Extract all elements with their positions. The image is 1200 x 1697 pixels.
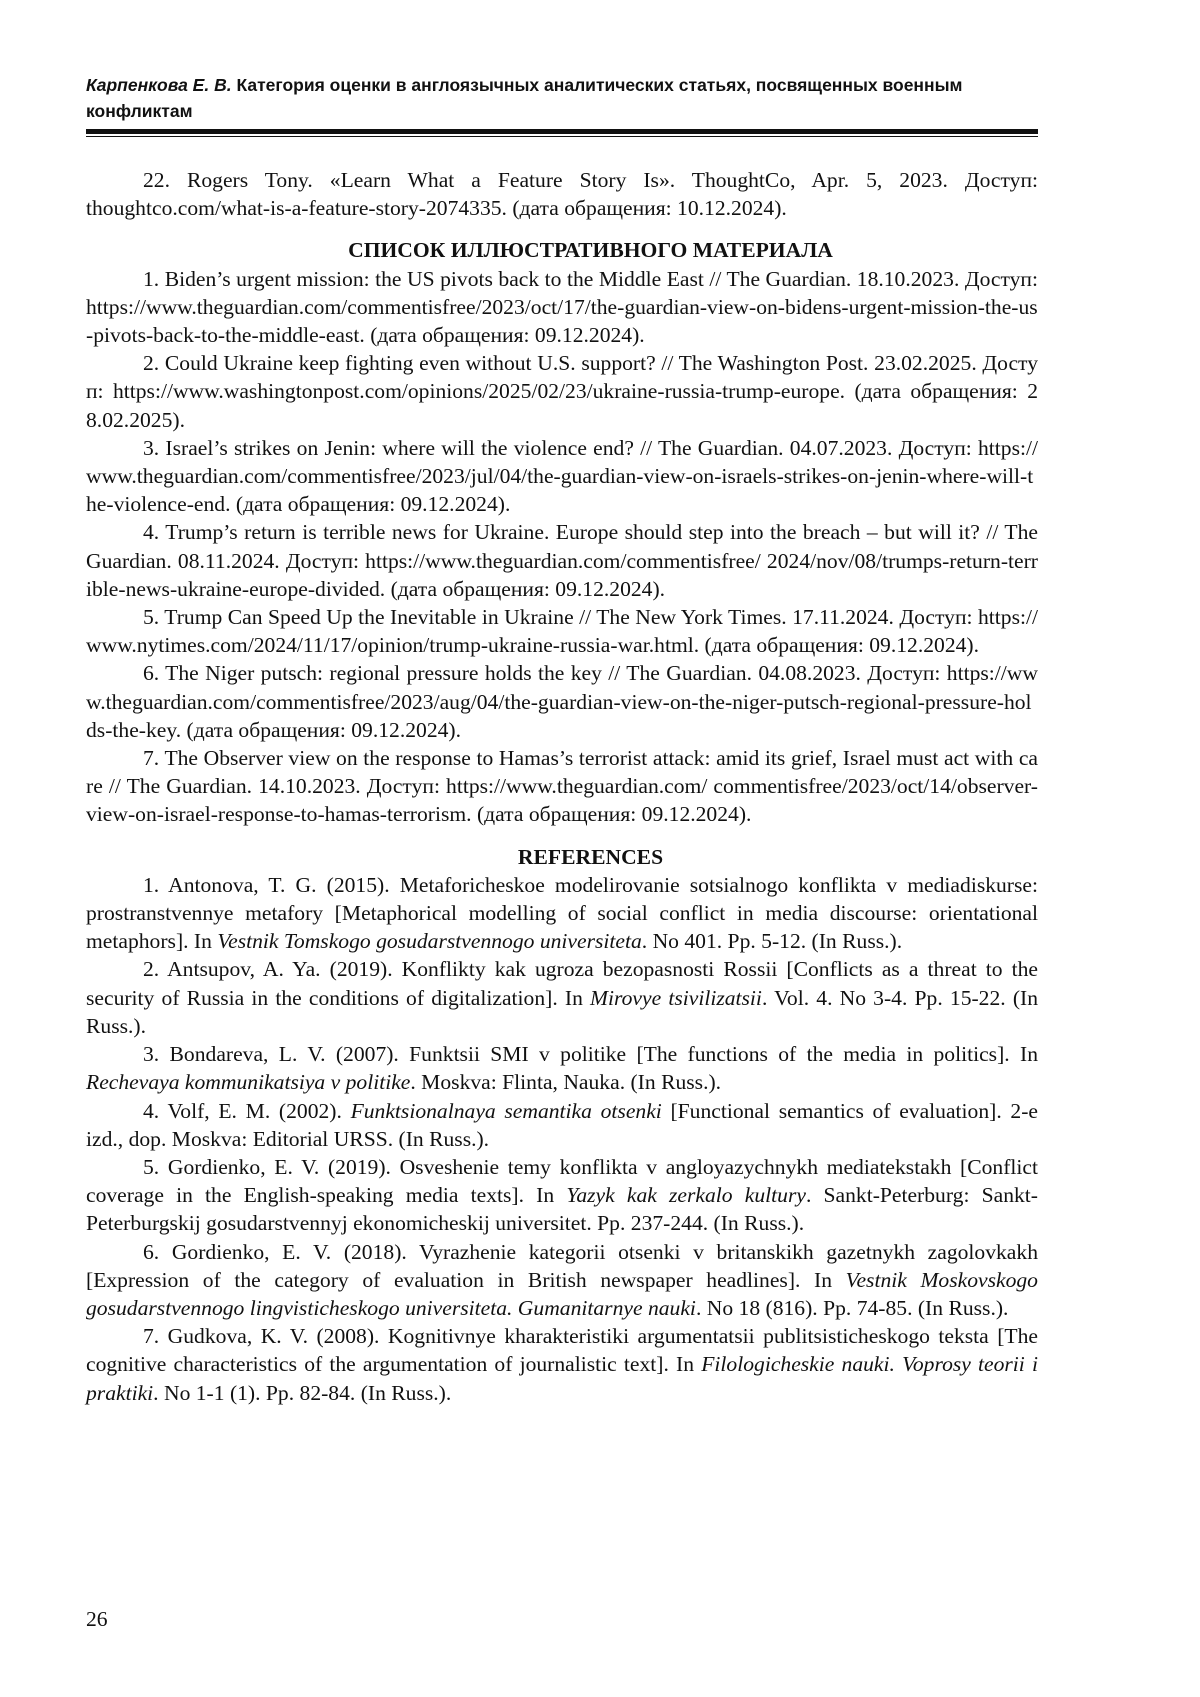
reference-source-italic: Rechevaya kommunikatsiya v politike [86, 1070, 410, 1094]
reference-source-italic: Vestnik Tomskogo gosudarstvennogo universiteta [217, 929, 641, 953]
reference-item: 6. Gordienko, E. V. (2018). Vyrazhenie kategorii otsenki v britanskikh gazetnykh zagolovkakh [Expression of the category of evaluation in British newspaper headlines]. In Vestnik Moskovskogo gosudarstvennogo lingvisticheskogo universiteta. Gumanitarnye nauki. No 18 (816). Pp. 74-85. (In Russ.). [86, 1238, 1038, 1323]
reference-item: 3. Bondareva, L. V. (2007). Funktsii SMI v politike [The functions of the media in politics]. In Rechevaya kommunikatsiya v politike. Moskva: Flinta, Nauka. (In Russ.). [86, 1040, 1038, 1096]
reference-source-italic: Filologicheskie nauki. Voprosy teorii i praktiki [86, 1352, 1038, 1404]
illustrative-item: 6. The Niger putsch: regional pressure holds the key // The Guardian. 04.08.2023. Доступ: https://www.theguardian.com/commentisfree/2023/aug/04/the-guardian-view-on-the-niger-putsch-regional-pressure-holds-the-key. (дата обращения: 09.12.2024). [86, 659, 1038, 744]
header-rule-thin [86, 136, 1038, 137]
illustrative-material-heading: СПИСОК ИЛЛЮСТРАТИВНОГО МАТЕРИАЛА [86, 236, 1038, 264]
reference-item: 4. Volf, E. M. (2002). Funktsionalnaya semantika otsenki [Functional semantics of evaluation]. 2-e izd., dop. Moskva: Editorial URSS. (In Russ.). [86, 1097, 1038, 1153]
page-number: 26 [86, 1605, 108, 1633]
reference-item: 2. Antsupov, A. Ya. (2019). Konflikty kak ugroza bezopasnosti Rossii [Conflicts as a threat to the security of Russia in the conditions of digitalization]. In Mirovye tsivilizatsii. Vol. 4. No 3-4. Pp. 15-22. (In Russ.). [86, 955, 1038, 1040]
illustrative-item: 1. Biden’s urgent mission: the US pivots back to the Middle East // The Guardian. 18.10.2023. Доступ: https://www.theguardian.com/commentisfree/2023/oct/17/the-guardian-view-on-bidens-urgent-mission-the-us-pivots-back-to-the-middle-east. (дата обращения: 09.12.2024). [86, 265, 1038, 350]
reference-item: 5. Gordienko, E. V. (2019). Osveshenie temy konflikta v angloyazychnykh mediatekstakh [Conflict coverage in the English-speaking media texts]. In Yazyk kak zerkalo kultury. Sankt-Peterburg: Sankt-Peterburgskij gosudarstvennyj ekonomicheskij universitet. Pp. 237-244. (In Russ.). [86, 1153, 1038, 1238]
main-content [86, 166, 1038, 1407]
reference-source-italic: Mirovye tsivilizatsii [590, 986, 762, 1010]
illustrative-item: 2. Could Ukraine keep fighting even without U.S. support? // The Washington Post. 23.02.2025. Доступ: https://www.washingtonpost.com/opinions/2025/02/23/ukraine-russia-trump-europe. (дата обращения: 28.02.2025). [86, 349, 1038, 434]
header-author: Карпенкова Е. В. [86, 75, 232, 95]
illustrative-item: 5. Trump Can Speed Up the Inevitable in Ukraine // The New York Times. 17.11.2024. Доступ: https://www.nytimes.com/2024/11/17/opinion/trump-ukraine-russia-war.html. (дата обращения: 09.12.2024). [86, 603, 1038, 659]
illustrative-item: 7. The Observer view on the response to Hamas’s terrorist attack: amid its grief, Israel must act with care // The Guardian. 14.10.2023. Доступ: https://www.theguardian.com/ commentisfree/2023/oct/14/observer-view-on-israel-response-to-hamas-terrorism. (дата обращения: 09.12.2024). [86, 744, 1038, 829]
source-entry-22: 22. Rogers Tony. «Learn What a Feature Story Is». ThoughtCo, Apr. 5, 2023. Доступ: thoughtco.com/what-is-a-feature-story-2074335. (дата обращения: 10.12.2024). [86, 166, 1038, 222]
header-rule-thick [86, 129, 1038, 134]
reference-item: 1. Antonova, T. G. (2015). Metaforicheskoe modelirovanie sotsialnogo konflikta v mediadiskurse: prostranstvennye metafory [Metaphorical modelling of social conflict in media discourse: orientational metaphors]. In Vestnik Tomskogo gosudarstvennogo universiteta. No 401. Pp. 5-12. (In Russ.). [86, 871, 1038, 956]
document-page [0, 0, 1200, 1697]
reference-source-italic: Vestnik Moskovskogo gosudarstvennogo lingvisticheskogo universiteta. Gumanitarnye nauki [86, 1268, 1038, 1320]
illustrative-item: 4. Trump’s return is terrible news for Ukraine. Europe should step into the breach – but will it? // The Guardian. 08.11.2024. Доступ: https://www.theguardian.com/commentisfree/ 2024/nov/08/trumps-return-terrible-news-ukraine-europe-divided. (дата обращения: 09.12.2024). [86, 518, 1038, 603]
reference-item: 7. Gudkova, K. V. (2008). Kognitivnye kharakteristiki argumentatsii publitsisticheskogo teksta [The cognitive characteristics of the argumentation of journalistic text]. In Filologicheskie nauki. Voprosy teorii i praktiki. No 1-1 (1). Pp. 82-84. (In Russ.). [86, 1322, 1038, 1407]
reference-source-italic: Yazyk kak zerkalo kultury [566, 1183, 806, 1207]
header-title: Категория оценки в англоязычных аналитических статьях, посвященных военным конфликтам [86, 75, 962, 121]
running-header [86, 72, 1038, 124]
references-heading: REFERENCES [86, 843, 1038, 871]
illustrative-item: 3. Israel’s strikes on Jenin: where will the violence end? // The Guardian. 04.07.2023. Доступ: https://www.theguardian.com/commentisfree/2023/jul/04/the-guardian-view-on-israels-strikes-on-jenin-where-will-the-violence-end. (дата обращения: 09.12.2024). [86, 434, 1038, 519]
reference-source-italic: Funktsionalnaya semantika otsenki [351, 1099, 662, 1123]
